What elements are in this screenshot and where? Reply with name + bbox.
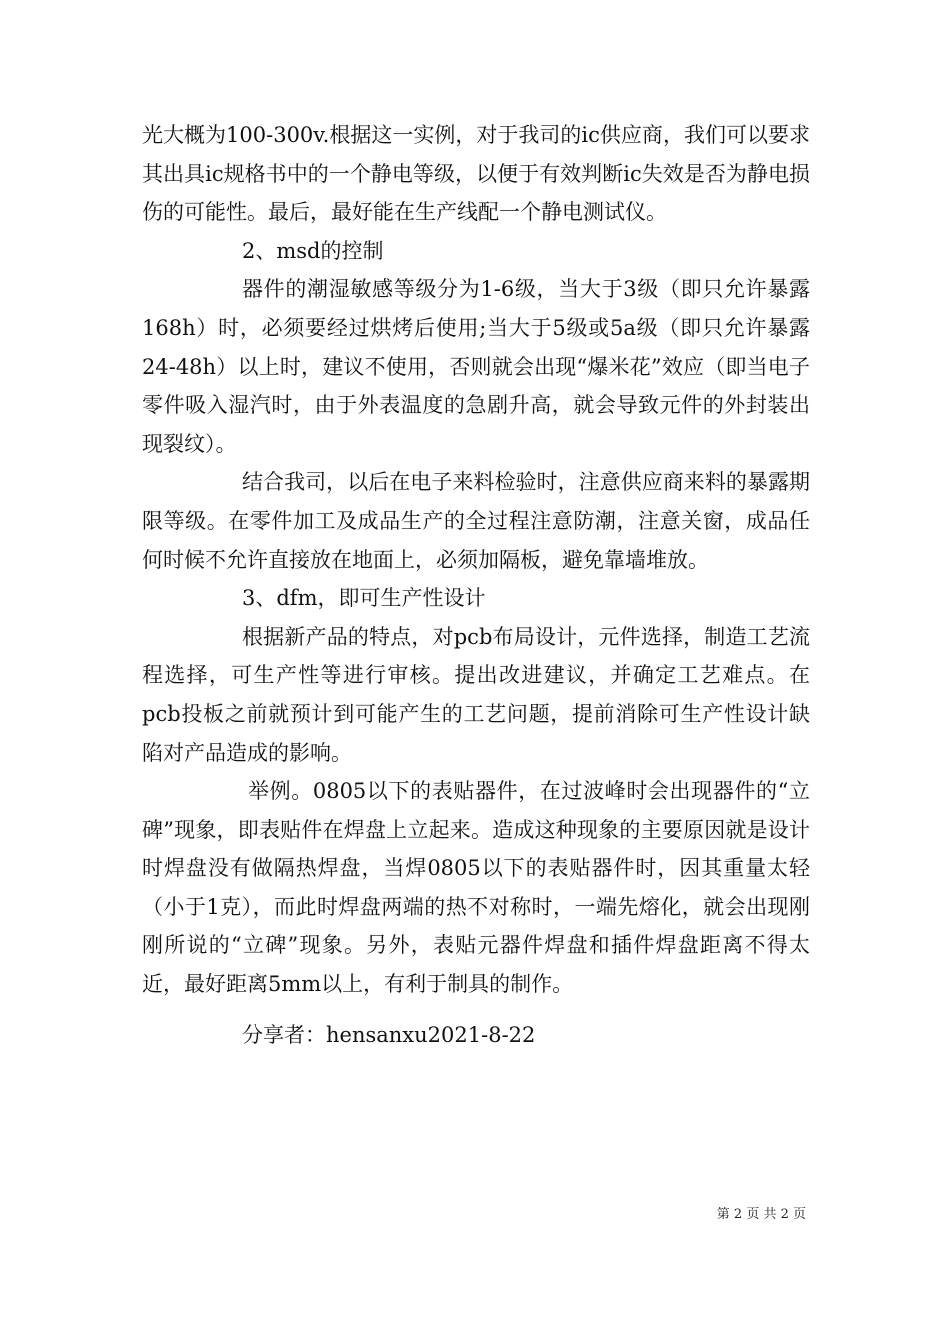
heading-dfm: 3、dfm，即可生产性设计 [242,586,486,611]
paragraph-dfm-review: 根据新产品的特点，对pcb布局设计，元件选择，制造工艺流程选择，可生产性等进行审核。提出改进建议，并确定工艺难点。在pcb投板之前就预计到可能产生的工艺问题，提前消除可生产性设计缺陷对产品造成的影响。 [142,624,810,765]
paragraph-incoming-inspection: 结合我司，以后在电子来料检验时，注意供应商来料的暴露期限等级。在零件加工及成品生产的全过程注意防潮，注意关窗，成品任何时候不允许直接放在地面上，必须加隔板，避免靠墙堆放。 [142,470,810,572]
paragraph-tombstone-example: 举例。0805以下的表贴器件，在过波峰时会出现器件的“立碑”现象，即表贴件在焊盘上立起来。造成这种现象的主要原因就是设计时焊盘没有做隔热焊盘，当焊0805以下的表贴器件时，因其重量太轻（小于1克），而此时焊盘两端的热不对称时，一端先熔化，就会出现刚刚所说的“立碑”现象。另外，表贴元器件焊盘和插件焊盘距离不得太近，最好距离5mm以上，有利于制具的制作。 [142,779,810,997]
paragraph-moisture-sensitivity: 器件的潮湿敏感等级分为1-6级，当大于3级（即只允许暴露168h）时，必须要经过烘烤后使用;当大于5级或5a级（即只允许暴露24-48h）以上时，建议不使用，否则就会出现“爆米花”效应（即当电子零件吸入湿汽时，由于外表温度的急剧升高，就会导致元件的外封装出现裂纹）。 [142,277,810,456]
document-body [142,116,810,1054]
author-line: 分享者：hensanxu2021-8-22 [242,1022,536,1047]
page-number-footer: 第 2 页 共 2 页 [716,1207,806,1222]
heading-msd-control: 2、msd的控制 [242,238,384,263]
paragraph-esd-continuation: 光大概为100-300v.根据这一实例，对于我司的ic供应商，我们可以要求其出具ic规格书中的一个静电等级，以便于有效判断ic失效是否为静电损伤的可能性。最后，最好能在生产线配一个静电测试仪。 [142,123,810,225]
